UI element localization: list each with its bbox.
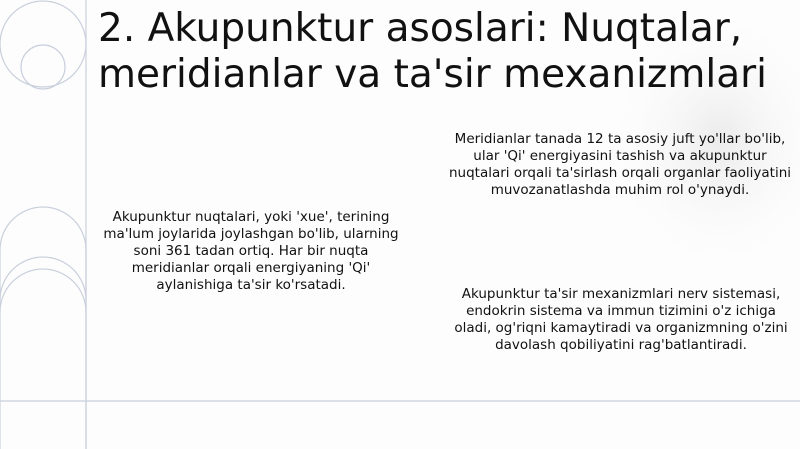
decor-circle-large [0, 1, 86, 87]
decor-arch-upper [0, 207, 86, 449]
decor-arch-innermost [0, 257, 86, 300]
slide-title: 2. Akupunktur asoslari: Nuqtalar, meridianlar va ta'sir mexanizmlari [98, 6, 767, 97]
paragraph-meridians: Meridianlar tanada 12 ta asosiy juft yo'llar bo'lib, ular 'Qi' energiyasini tashish va akupunktur nuqtalari orqali ta'sirlash orqali organlar faoliyatini muvozanatlashda muhim rol o'ynaydi. [448, 131, 792, 198]
paragraph-acupuncture-points: Akupunktur nuqtalari, yoki 'xue', terining ma'lum joylarida joylashgan bo'lib, ularning soni 361 tadan ortiq. Har bir nuqta meridianlar orqali energiyaning 'Qi' aylanishiga ta'sir ko'rsatadi. [103, 209, 399, 293]
decor-arch-lower [0, 269, 86, 312]
paragraph-mechanisms: Akupunktur ta'sir mexanizmlari nerv sistemasi, endokrin sistema va immun tizimini o'z ichiga oladi, og'riqni kamaytiradi va organizmning o'zini davolash qobiliyatini rag'batlantiradi. [454, 286, 788, 353]
decor-circle-small [21, 45, 65, 89]
